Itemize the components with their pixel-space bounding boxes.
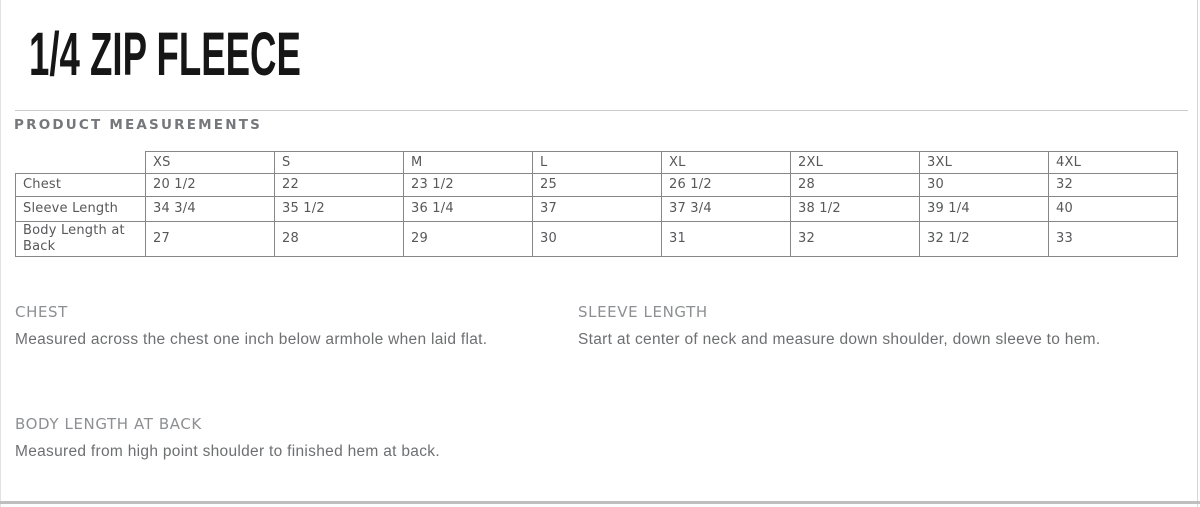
size-header-row <box>16 152 1178 174</box>
measurement-cell: 35 1/2 <box>275 197 404 222</box>
size-header-xl: XL <box>662 152 791 174</box>
row-label: Body Length at Back <box>16 222 146 257</box>
table-row-sleeve-length <box>16 197 1178 222</box>
measurement-cell: 33 <box>1049 222 1178 257</box>
size-header-l: L <box>533 152 662 174</box>
size-chart-table <box>15 151 1178 257</box>
size-header-s: S <box>275 152 404 174</box>
page-bottom-border <box>0 501 1200 504</box>
page-left-border <box>0 0 1 507</box>
definition-text-body-length: Measured from high point shoulder to finished hem at back. <box>15 443 440 460</box>
measurement-cell: 32 1/2 <box>920 222 1049 257</box>
size-header-4xl: 4XL <box>1049 152 1178 174</box>
page-right-border <box>1197 0 1198 507</box>
measurement-cell: 22 <box>275 174 404 197</box>
measurement-cell: 30 <box>533 222 662 257</box>
measurement-cell: 39 1/4 <box>920 197 1049 222</box>
measurement-cell: 28 <box>275 222 404 257</box>
measurement-cell: 34 3/4 <box>146 197 275 222</box>
measurement-cell: 26 1/2 <box>662 174 791 197</box>
measurement-cell: 32 <box>791 222 920 257</box>
row-label: Sleeve Length <box>16 197 146 222</box>
measurement-cell: 40 <box>1049 197 1178 222</box>
definition-heading-body-length: BODY LENGTH AT BACK <box>15 415 202 433</box>
size-header-xs: XS <box>146 152 275 174</box>
measurement-cell: 37 3/4 <box>662 197 791 222</box>
measurement-cell: 31 <box>662 222 791 257</box>
page-title: 1/4 ZIP FLEECE <box>29 20 301 88</box>
measurement-cell: 32 <box>1049 174 1178 197</box>
measurement-cell: 23 1/2 <box>404 174 533 197</box>
measurement-cell: 30 <box>920 174 1049 197</box>
definition-heading-sleeve-length: SLEEVE LENGTH <box>578 303 708 321</box>
table-row-chest <box>16 174 1178 197</box>
size-header-2xl: 2XL <box>791 152 920 174</box>
definition-heading-chest: CHEST <box>15 303 68 321</box>
table-row-body-length <box>16 222 1178 257</box>
horizontal-divider <box>15 110 1188 111</box>
measurement-cell: 27 <box>146 222 275 257</box>
corner-cell <box>16 152 146 174</box>
section-heading: PRODUCT MEASUREMENTS <box>14 117 263 133</box>
definition-text-chest: Measured across the chest one inch below armhole when laid flat. <box>15 331 488 348</box>
measurement-cell: 29 <box>404 222 533 257</box>
size-header-m: M <box>404 152 533 174</box>
measurement-cell: 36 1/4 <box>404 197 533 222</box>
measurement-cell: 38 1/2 <box>791 197 920 222</box>
measurement-cell: 37 <box>533 197 662 222</box>
measurement-cell: 20 1/2 <box>146 174 275 197</box>
size-header-3xl: 3XL <box>920 152 1049 174</box>
measurement-cell: 28 <box>791 174 920 197</box>
definition-text-sleeve-length: Start at center of neck and measure down shoulder, down sleeve to hem. <box>578 331 1101 348</box>
row-label: Chest <box>16 174 146 197</box>
measurement-cell: 25 <box>533 174 662 197</box>
